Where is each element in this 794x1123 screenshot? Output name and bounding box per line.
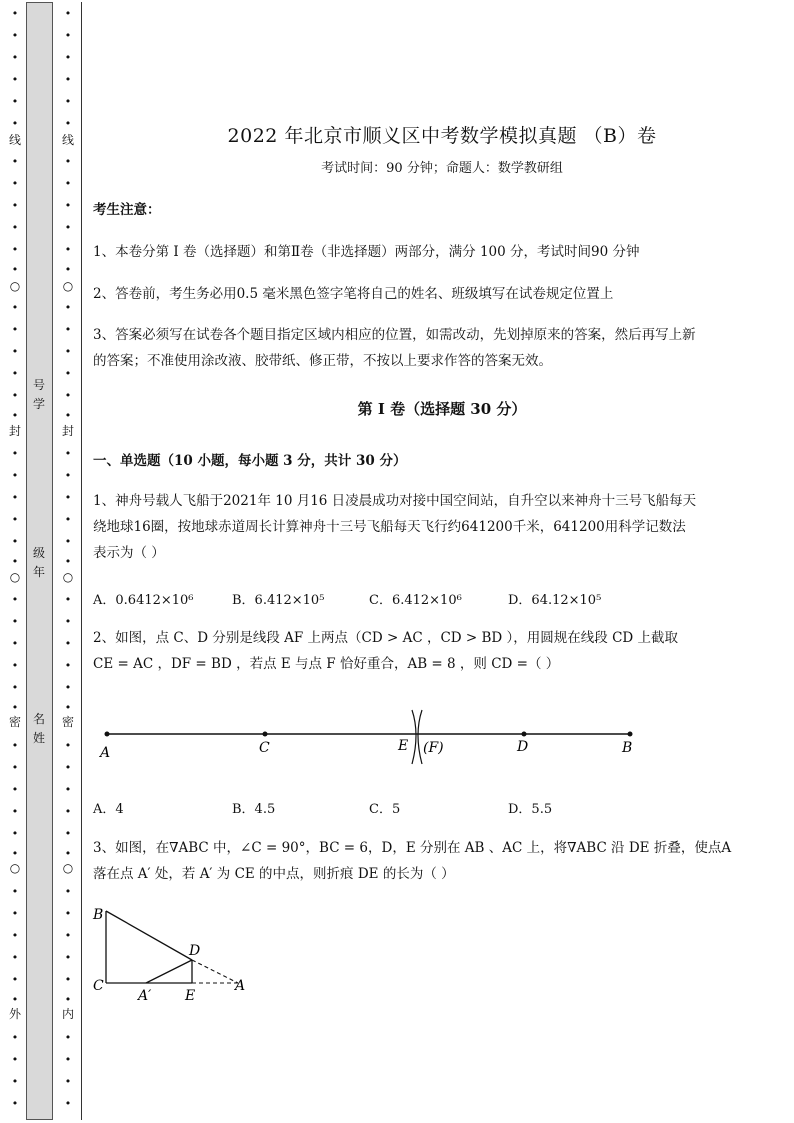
label-d: D — [189, 943, 201, 959]
label-a: A — [100, 745, 111, 761]
option-c[interactable]: C．6.412×10⁶ — [369, 593, 462, 608]
marker-mi: 密 — [8, 715, 22, 729]
page-title: 2022 年北京市顺义区中考数学模拟真题 （B）卷 — [227, 125, 657, 147]
marker-feng: 封 — [8, 424, 22, 438]
marker-circle: ○ — [9, 279, 21, 293]
label-d: D — [517, 739, 529, 755]
question-1: 1、神舟号载人飞船于2021年 10 月16 日凌晨成功对接中国空间站，自升空以来神舟十三号飞船每天 绕地球16圈，按地球赤道周长计算神舟十三号飞船每天飞行约641200千米，641200用科学记数法 表示为（ ） — [93, 493, 697, 561]
field-label-xuehao: 号 学 — [32, 378, 45, 411]
option-a[interactable]: A．4 — [93, 802, 124, 817]
option-d[interactable]: D．64.12×10⁵ — [508, 593, 602, 608]
notice-item-1: 1、本卷分第 I 卷（选择题）和第Ⅱ卷（非选择题）两部分，满分 100 分，考试时间90 分钟 — [93, 244, 640, 260]
label-f: (F) — [423, 740, 444, 756]
section-title: 第 I 卷（选择题 30 分） — [357, 400, 527, 418]
marker-circle: ○ — [9, 861, 21, 875]
binding-margin: • • • • • • 线 • • • • • • ○ • • • • • • 封 • • • • • • ○ • • • • • • 密 • • • • • • ○ • • • • • • 外 • • • • • • • • • • 线 • • • • • • ○ • • • • • • 封 • • • • • • ○ • • • • • • 密 • • • • • • ○ • • • • • • 内 • • • • 号 学 级 年 名 姓 — [0, 0, 84, 1123]
marker-circle: ○ — [62, 570, 74, 584]
option-c[interactable]: C．5 — [369, 802, 401, 817]
page-subtitle: 考试时间：90 分钟；命题人：数学教研组 — [321, 161, 563, 176]
notice-item-2: 2、答卷前，考生务必用0.5 毫米黑色签字笔将自己的姓名、班级填写在试卷规定位置上 — [93, 286, 614, 302]
label-e: E — [398, 738, 409, 754]
option-a[interactable]: A．0.6412×10⁶ — [93, 593, 194, 608]
label-a: A — [235, 978, 246, 994]
field-label-nianji: 级 年 — [32, 546, 45, 579]
marker-circle: ○ — [62, 279, 74, 293]
label-a-prime: A′ — [138, 988, 152, 1004]
label-c: C — [259, 740, 270, 756]
marker-xian: 线 — [61, 133, 75, 147]
marker-feng: 封 — [61, 424, 75, 438]
label-c: C — [93, 978, 104, 994]
side-bd — [106, 911, 192, 960]
part-heading: 一、单选题（10 小题，每小题 3 分，共计 30 分） — [93, 453, 407, 469]
marker-nei: 内 — [61, 1007, 75, 1021]
option-b[interactable]: B．4.5 — [232, 802, 276, 817]
marker-circle: ○ — [9, 570, 21, 584]
label-b: B — [93, 907, 104, 923]
marker-wai: 外 — [8, 1007, 22, 1021]
question-2: 2、如图，点 C、D 分别是线段 AF 上两点（CD > AC ，CD > BD ），用圆规在线段 CD 上截取 CE = AC ，DF = BD ，若点 E 与点 F 恰好重合，AB = 8 ，则 CD =（ ） — [93, 630, 679, 672]
field-label-xingming: 名 姓 — [32, 712, 45, 745]
notice-item-3: 3、答案必须写在试卷各个题目指定区域内相应的位置，如需改动，先划掉原来的答案，然后再写上新 的答案；不准使用涂改液、胶带纸、修正带，不按以上要求作答的答案无效。 — [93, 327, 696, 369]
option-b[interactable]: B．6.412×10⁵ — [232, 593, 325, 608]
folded-da-prime — [146, 960, 192, 983]
marker-circle: ○ — [62, 861, 74, 875]
dashed-da — [192, 960, 238, 983]
question-3: 3、如图，在∇ABC 中，∠C = 90°，BC = 6，D，E 分别在 AB 、AC 上，将∇ABC 沿 DE 折叠，使点A 落在点 A′ 处，若 A′ 为 CE 的中点，则折痕 DE 的长为（ ） — [93, 840, 732, 882]
label-e: E — [185, 988, 196, 1004]
marker-mi: 密 — [61, 715, 75, 729]
label-b: B — [622, 740, 633, 756]
option-d[interactable]: D．5.5 — [508, 802, 553, 817]
notice-heading: 考生注意： — [93, 202, 161, 218]
marker-xian: 线 — [8, 133, 22, 147]
